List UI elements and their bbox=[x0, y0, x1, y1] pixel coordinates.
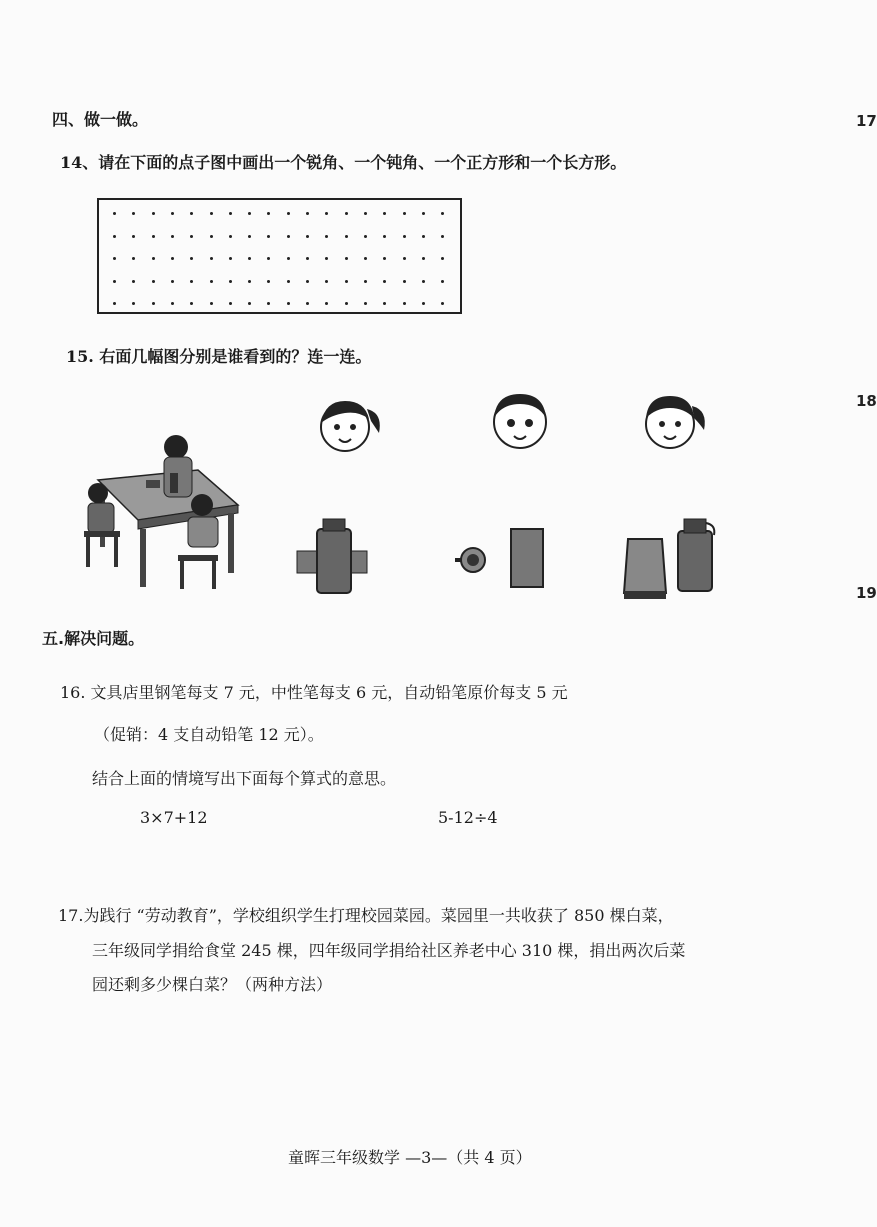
view-thermos-top-box bbox=[453, 525, 553, 591]
grid-dot[interactable] bbox=[267, 302, 270, 305]
view-box-and-thermos-side bbox=[620, 513, 720, 603]
grid-dot[interactable] bbox=[267, 212, 270, 215]
page-footer: 童晖三年级数学 —3—（共 4 页） bbox=[288, 1148, 532, 1167]
grid-dot[interactable] bbox=[325, 235, 328, 238]
grid-dot[interactable] bbox=[210, 257, 213, 260]
grid-dot[interactable] bbox=[190, 212, 193, 215]
grid-dot[interactable] bbox=[422, 257, 425, 260]
grid-dot[interactable] bbox=[287, 235, 290, 238]
girl-face-ponytail-right bbox=[638, 388, 708, 452]
grid-dot[interactable] bbox=[306, 280, 309, 283]
grid-dot[interactable] bbox=[306, 302, 309, 305]
grid-dot[interactable] bbox=[345, 235, 348, 238]
grid-dot[interactable] bbox=[306, 212, 309, 215]
grid-dot[interactable] bbox=[364, 257, 367, 260]
grid-dot[interactable] bbox=[441, 235, 444, 238]
grid-dot[interactable] bbox=[345, 257, 348, 260]
grid-dot[interactable] bbox=[113, 235, 116, 238]
grid-dot[interactable] bbox=[229, 280, 232, 283]
grid-dot[interactable] bbox=[287, 257, 290, 260]
grid-dot[interactable] bbox=[345, 212, 348, 215]
grid-dot[interactable] bbox=[248, 257, 251, 260]
grid-dot[interactable] bbox=[422, 212, 425, 215]
section-four-heading: 四、做一做。 bbox=[52, 110, 149, 129]
grid-dot[interactable] bbox=[287, 302, 290, 305]
grid-dot[interactable] bbox=[171, 302, 174, 305]
grid-dot[interactable] bbox=[287, 212, 290, 215]
grid-dot[interactable] bbox=[267, 235, 270, 238]
boy-face bbox=[488, 388, 552, 452]
grid-dot[interactable] bbox=[383, 302, 386, 305]
grid-dot[interactable] bbox=[441, 257, 444, 260]
grid-dot[interactable] bbox=[171, 212, 174, 215]
question-14-text: 14、请在下面的点子图中画出一个锐角、一个钝角、一个正方形和一个长方形。 bbox=[60, 153, 627, 172]
grid-dot[interactable] bbox=[364, 235, 367, 238]
question-16-line-1: 16. 文具店里钢笔每支 7 元，中性笔每支 6 元，自动铅笔原价每支 5 元 bbox=[60, 683, 568, 702]
grid-dot[interactable] bbox=[229, 212, 232, 215]
grid-dot[interactable] bbox=[248, 280, 251, 283]
grid-dot[interactable] bbox=[190, 235, 193, 238]
grid-dot[interactable] bbox=[267, 280, 270, 283]
children-at-table-illustration bbox=[78, 425, 250, 595]
grid-dot[interactable] bbox=[383, 235, 386, 238]
grid-dot[interactable] bbox=[190, 280, 193, 283]
grid-dot[interactable] bbox=[403, 212, 406, 215]
grid-dot[interactable] bbox=[248, 212, 251, 215]
grid-dot[interactable] bbox=[325, 302, 328, 305]
expression-1: 3×7+12 bbox=[140, 808, 208, 827]
girl-face-ponytail-left bbox=[315, 393, 385, 457]
grid-dot[interactable] bbox=[152, 302, 155, 305]
grid-dot[interactable] bbox=[403, 302, 406, 305]
grid-dot[interactable] bbox=[345, 280, 348, 283]
grid-dot[interactable] bbox=[325, 280, 328, 283]
question-17-line-2: 三年级同学捐给食堂 245 棵，四年级同学捐给社区养老中心 310 棵，捐出两次后菜 bbox=[92, 941, 686, 960]
grid-dot[interactable] bbox=[190, 302, 193, 305]
dot-grid[interactable] bbox=[97, 198, 462, 314]
grid-dot[interactable] bbox=[267, 257, 270, 260]
edge-number-18: 18 bbox=[856, 392, 877, 410]
grid-dot[interactable] bbox=[210, 302, 213, 305]
question-16-line-2: （促销：4 支自动铅笔 12 元）。 bbox=[94, 725, 324, 744]
grid-dot[interactable] bbox=[152, 212, 155, 215]
question-15-text: 15. 右面几幅图分别是谁看到的？连一连。 bbox=[66, 347, 372, 366]
grid-dot[interactable] bbox=[364, 212, 367, 215]
grid-dot[interactable] bbox=[229, 257, 232, 260]
grid-dot[interactable] bbox=[403, 235, 406, 238]
grid-dot[interactable] bbox=[113, 212, 116, 215]
grid-dot[interactable] bbox=[383, 280, 386, 283]
grid-dot[interactable] bbox=[171, 235, 174, 238]
grid-dot[interactable] bbox=[345, 302, 348, 305]
grid-dot[interactable] bbox=[113, 302, 116, 305]
grid-dot[interactable] bbox=[132, 302, 135, 305]
grid-dot[interactable] bbox=[422, 280, 425, 283]
grid-dot[interactable] bbox=[210, 280, 213, 283]
grid-dot[interactable] bbox=[287, 280, 290, 283]
section-five-heading: 五.解决问题。 bbox=[42, 629, 145, 648]
grid-dot[interactable] bbox=[113, 280, 116, 283]
grid-dot[interactable] bbox=[248, 235, 251, 238]
grid-dot[interactable] bbox=[325, 257, 328, 260]
grid-dot[interactable] bbox=[403, 280, 406, 283]
grid-dot[interactable] bbox=[229, 302, 232, 305]
grid-dot[interactable] bbox=[171, 257, 174, 260]
grid-dot[interactable] bbox=[364, 280, 367, 283]
grid-dot[interactable] bbox=[190, 257, 193, 260]
question-16-line-3: 结合上面的情境写出下面每个算式的意思。 bbox=[92, 769, 397, 788]
expression-2: 5-12÷4 bbox=[438, 808, 498, 827]
grid-dot[interactable] bbox=[441, 280, 444, 283]
grid-dot[interactable] bbox=[171, 280, 174, 283]
question-17-line-3: 园还剩多少棵白菜？（两种方法） bbox=[92, 975, 333, 994]
view-thermos-front-box bbox=[295, 515, 375, 601]
grid-dot[interactable] bbox=[422, 302, 425, 305]
grid-dot[interactable] bbox=[325, 212, 328, 215]
grid-dot[interactable] bbox=[210, 212, 213, 215]
grid-dot[interactable] bbox=[132, 257, 135, 260]
grid-dot[interactable] bbox=[364, 302, 367, 305]
edge-number-19: 19 bbox=[856, 584, 877, 602]
grid-dot[interactable] bbox=[306, 235, 309, 238]
grid-dot[interactable] bbox=[306, 257, 309, 260]
grid-dot[interactable] bbox=[132, 280, 135, 283]
grid-dot[interactable] bbox=[152, 280, 155, 283]
grid-dot[interactable] bbox=[248, 302, 251, 305]
grid-dot[interactable] bbox=[152, 235, 155, 238]
grid-dot[interactable] bbox=[113, 257, 116, 260]
grid-dot[interactable] bbox=[132, 212, 135, 215]
grid-dot[interactable] bbox=[383, 212, 386, 215]
grid-dot[interactable] bbox=[132, 235, 135, 238]
question-17-line-1: 17.为践行 “劳动教育”，学校组织学生打理校园菜园。菜园里一共收获了 850 棵白菜， bbox=[58, 906, 674, 925]
grid-dot[interactable] bbox=[441, 212, 444, 215]
grid-dot[interactable] bbox=[422, 235, 425, 238]
grid-dot[interactable] bbox=[229, 235, 232, 238]
grid-dot[interactable] bbox=[210, 235, 213, 238]
edge-number-17: 17 bbox=[856, 112, 877, 130]
grid-dot[interactable] bbox=[441, 302, 444, 305]
grid-dot[interactable] bbox=[403, 257, 406, 260]
grid-dot[interactable] bbox=[152, 257, 155, 260]
grid-dot[interactable] bbox=[383, 257, 386, 260]
